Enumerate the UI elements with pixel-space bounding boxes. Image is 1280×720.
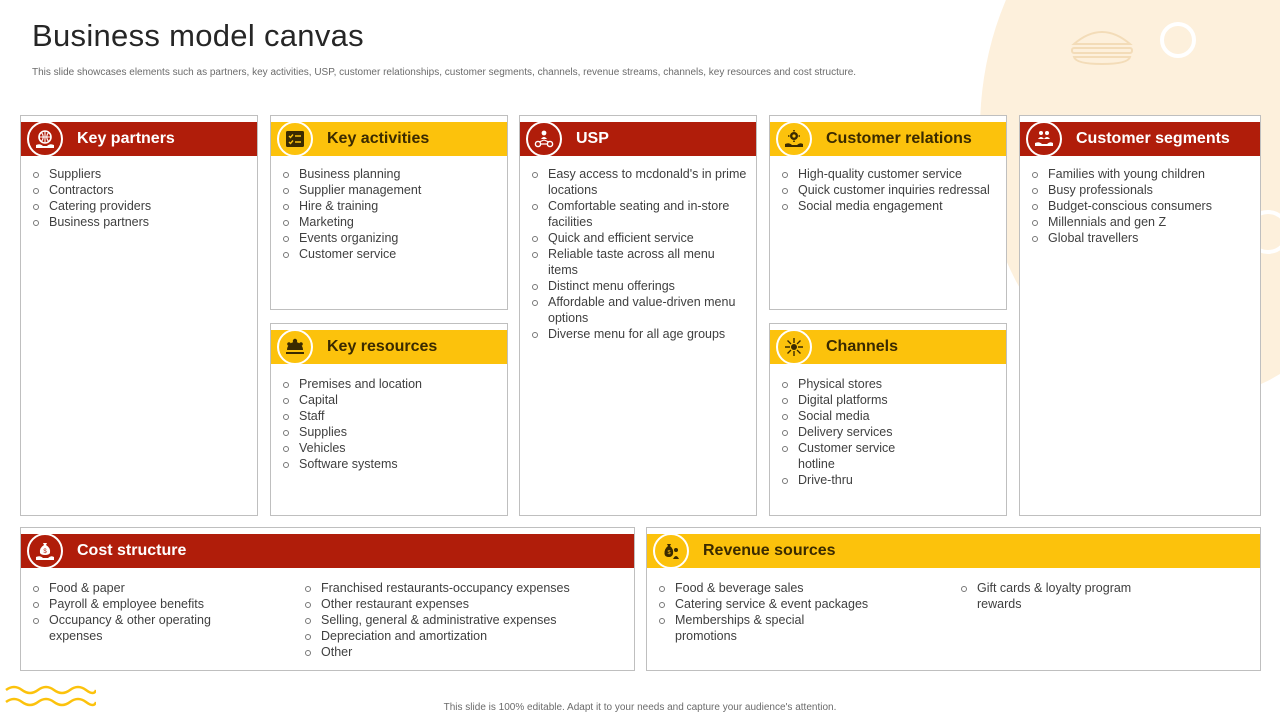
key-activities-list — [281, 166, 499, 262]
cost-structure-card — [20, 527, 635, 671]
list-item: Affordable and value-driven menu options — [530, 294, 748, 326]
svg-text:$: $ — [667, 550, 671, 556]
list-item: Staff — [281, 408, 499, 424]
card-title: Key resources — [327, 338, 438, 355]
list-item: Families with young children — [1030, 166, 1252, 182]
hand-gear-icon — [776, 121, 812, 157]
list-item: Diverse menu for all age groups — [530, 326, 748, 342]
card-header — [770, 330, 1006, 364]
globe-hands-icon — [27, 121, 63, 157]
list-item: Vehicles — [281, 440, 499, 456]
list-item: Quick customer inquiries redressal — [780, 182, 998, 198]
list-item: Delivery services — [780, 424, 998, 440]
list-item: Global travellers — [1030, 230, 1252, 246]
decorative-ring — [1160, 22, 1196, 58]
page-subtitle: This slide showcases elements such as partners, key activities, USP, customer relationships, customer segments, channels, revenue streams, channels, key resources and cost structure. — [32, 67, 857, 78]
people-globe-icon — [277, 329, 313, 365]
card-header — [21, 122, 257, 156]
list-item: Physical stores — [780, 376, 998, 392]
network-person-icon — [526, 121, 562, 157]
list-item: Contractors — [31, 182, 249, 198]
list-item: Distinct menu offerings — [530, 278, 748, 294]
revenue-sources-card — [646, 527, 1261, 671]
list-item: Catering providers — [31, 198, 249, 214]
list-item: Budget-conscious consumers — [1030, 198, 1252, 214]
key-partners-card — [20, 115, 258, 516]
list-item: Memberships & special promotions — [657, 612, 835, 644]
list-item: Millennials and gen Z — [1030, 214, 1252, 230]
list-item: Business partners — [31, 214, 249, 230]
card-title: Customer segments — [1076, 130, 1230, 147]
card-header — [647, 534, 1260, 568]
list-item: Drive-thru — [780, 472, 998, 488]
list-item: Gift cards & loyalty program rewards — [959, 580, 1159, 612]
list-item: Customer service hotline — [780, 440, 998, 472]
list-item: Payroll & employee benefits — [31, 596, 261, 612]
list-item: Business planning — [281, 166, 499, 182]
card-title: Revenue sources — [703, 542, 836, 559]
card-header — [520, 122, 756, 156]
checklist-icon — [277, 121, 313, 157]
revenue-sources-list-right — [959, 580, 1159, 612]
list-item: Reliable taste across all menu items — [530, 246, 748, 278]
list-item: Suppliers — [31, 166, 249, 182]
list-item: Easy access to mcdonald's in prime locations — [530, 166, 748, 198]
footer-note: This slide is 100% editable. Adapt it to your needs and capture your audience's attention. — [443, 702, 837, 713]
customer-relations-card — [769, 115, 1007, 310]
list-item: Events organizing — [281, 230, 499, 246]
card-title: Customer relations — [826, 130, 972, 147]
card-title: Cost structure — [77, 542, 187, 559]
channels-list — [780, 376, 998, 488]
money-bag-hand-icon — [27, 533, 63, 569]
list-item: Quick and efficient service — [530, 230, 748, 246]
customer-segments-list — [1030, 166, 1252, 246]
card-title: Key partners — [77, 130, 175, 147]
network-hub-icon — [776, 329, 812, 365]
card-header — [21, 534, 634, 568]
list-item: Hire & training — [281, 198, 499, 214]
cost-structure-list-left — [31, 580, 261, 644]
card-header — [770, 122, 1006, 156]
list-item: Other restaurant expenses — [303, 596, 626, 612]
card-header — [271, 330, 507, 364]
list-item: Social media engagement — [780, 198, 998, 214]
list-item: Busy professionals — [1030, 182, 1252, 198]
list-item: Supplies — [281, 424, 499, 440]
card-title: Key activities — [327, 130, 430, 147]
list-item: Franchised restaurants-occupancy expenses — [303, 580, 626, 596]
page-title: Business model canvas — [32, 18, 364, 53]
customer-segments-card — [1019, 115, 1261, 516]
card-header — [1020, 122, 1260, 156]
list-item: Marketing — [281, 214, 499, 230]
channels-card — [769, 323, 1007, 516]
list-item: Depreciation and amortization — [303, 628, 626, 644]
list-item: Occupancy & other operating expenses — [31, 612, 261, 644]
customer-relations-list — [780, 166, 998, 214]
money-bag-person-icon — [653, 533, 689, 569]
list-item: Comfortable seating and in-store facilities — [530, 198, 748, 230]
list-item: Customer service — [281, 246, 499, 262]
hand-people-icon — [1026, 121, 1062, 157]
key-resources-list — [281, 376, 499, 472]
key-resources-card — [270, 323, 508, 516]
card-title: USP — [576, 130, 609, 147]
list-item: Selling, general & administrative expenses — [303, 612, 626, 628]
list-item: Software systems — [281, 456, 499, 472]
list-item: Digital platforms — [780, 392, 998, 408]
key-partners-list — [31, 166, 249, 230]
revenue-sources-list-left — [657, 580, 897, 644]
list-item: Supplier management — [281, 182, 499, 198]
cost-structure-list-right — [303, 580, 626, 660]
key-activities-card — [270, 115, 508, 310]
svg-text:$: $ — [43, 549, 47, 555]
card-header — [271, 122, 507, 156]
list-item: Other — [303, 644, 626, 660]
list-item: High-quality customer service — [780, 166, 998, 182]
list-item: Capital — [281, 392, 499, 408]
list-item: Social media — [780, 408, 998, 424]
usp-list — [530, 166, 748, 342]
burger-icon — [1070, 26, 1134, 66]
card-title: Channels — [826, 338, 899, 355]
list-item: Premises and location — [281, 376, 499, 392]
list-item: Catering service & event packages — [657, 596, 897, 612]
list-item: Food & paper — [31, 580, 261, 596]
usp-card — [519, 115, 757, 516]
list-item: Food & beverage sales — [657, 580, 897, 596]
